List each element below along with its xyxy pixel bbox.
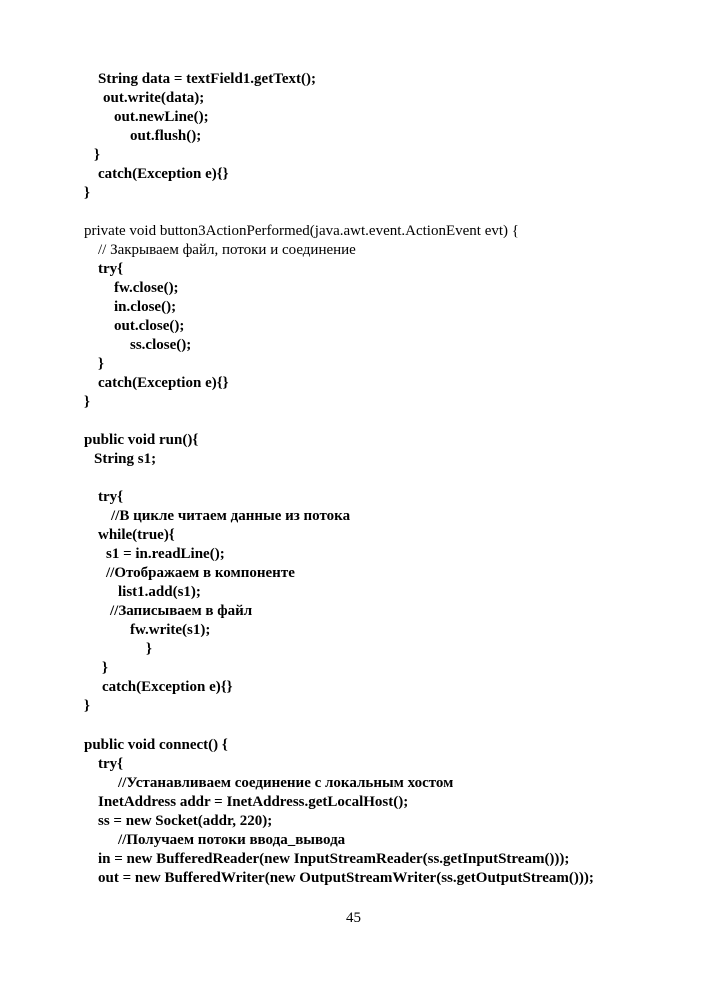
code-line: try{ (98, 756, 124, 772)
code-line: catch(Exception e){} (98, 166, 229, 182)
code-line: //В цикле читаем данные из потока (111, 508, 351, 524)
code-line: out.flush(); (130, 128, 202, 144)
code-line: in.close(); (114, 299, 177, 315)
code-line: out.close(); (114, 318, 185, 334)
code-line: String data = textField1.getText(); (98, 71, 316, 87)
code-line: out = new BufferedWriter(new OutputStreamWriter(ss.getOutputStream())); (98, 870, 594, 886)
code-line: public void run(){ (84, 432, 199, 448)
code-line: s1 = in.readLine(); (106, 546, 225, 562)
code-line: try{ (98, 489, 124, 505)
code-line: ss = new Socket(addr, 220); (98, 813, 273, 829)
code-line: fw.close(); (114, 280, 179, 296)
code-line: out.newLine(); (114, 109, 209, 125)
code-line: //Получаем потоки ввода_вывода (118, 832, 346, 848)
page-number: 45 (346, 910, 361, 926)
code-line: //Отображаем в компоненте (106, 565, 295, 581)
code-line: ss.close(); (130, 337, 192, 353)
code-line: out.write(data); (103, 90, 205, 106)
code-line: } (84, 185, 90, 201)
code-line: // Закрываем файл, потоки и соединение (98, 242, 356, 258)
code-line: //Устанавливаем соединение с локальным хостом (118, 775, 454, 791)
code-line: //Записываем в файл (110, 603, 253, 619)
code-line: private void button3ActionPerformed(java.awt.event.ActionEvent evt) { (84, 223, 519, 239)
code-line: } (146, 641, 152, 657)
code-line: String s1; (94, 451, 157, 467)
code-line: } (84, 394, 90, 410)
code-line: list1.add(s1); (118, 584, 201, 600)
code-line: public void connect() { (84, 737, 228, 753)
code-line: try{ (98, 261, 124, 277)
code-line: fw.write(s1); (130, 622, 211, 638)
code-line: } (84, 698, 90, 714)
code-line: catch(Exception e){} (102, 679, 233, 695)
code-line: } (102, 660, 108, 676)
code-line: } (94, 147, 100, 163)
code-line: while(true){ (98, 527, 175, 543)
code-line: } (98, 356, 104, 372)
code-line: InetAddress addr = InetAddress.getLocalHost(); (98, 794, 409, 810)
code-line: catch(Exception e){} (98, 375, 229, 391)
code-line: in = new BufferedReader(new InputStreamReader(ss.getInputStream())); (98, 851, 570, 867)
